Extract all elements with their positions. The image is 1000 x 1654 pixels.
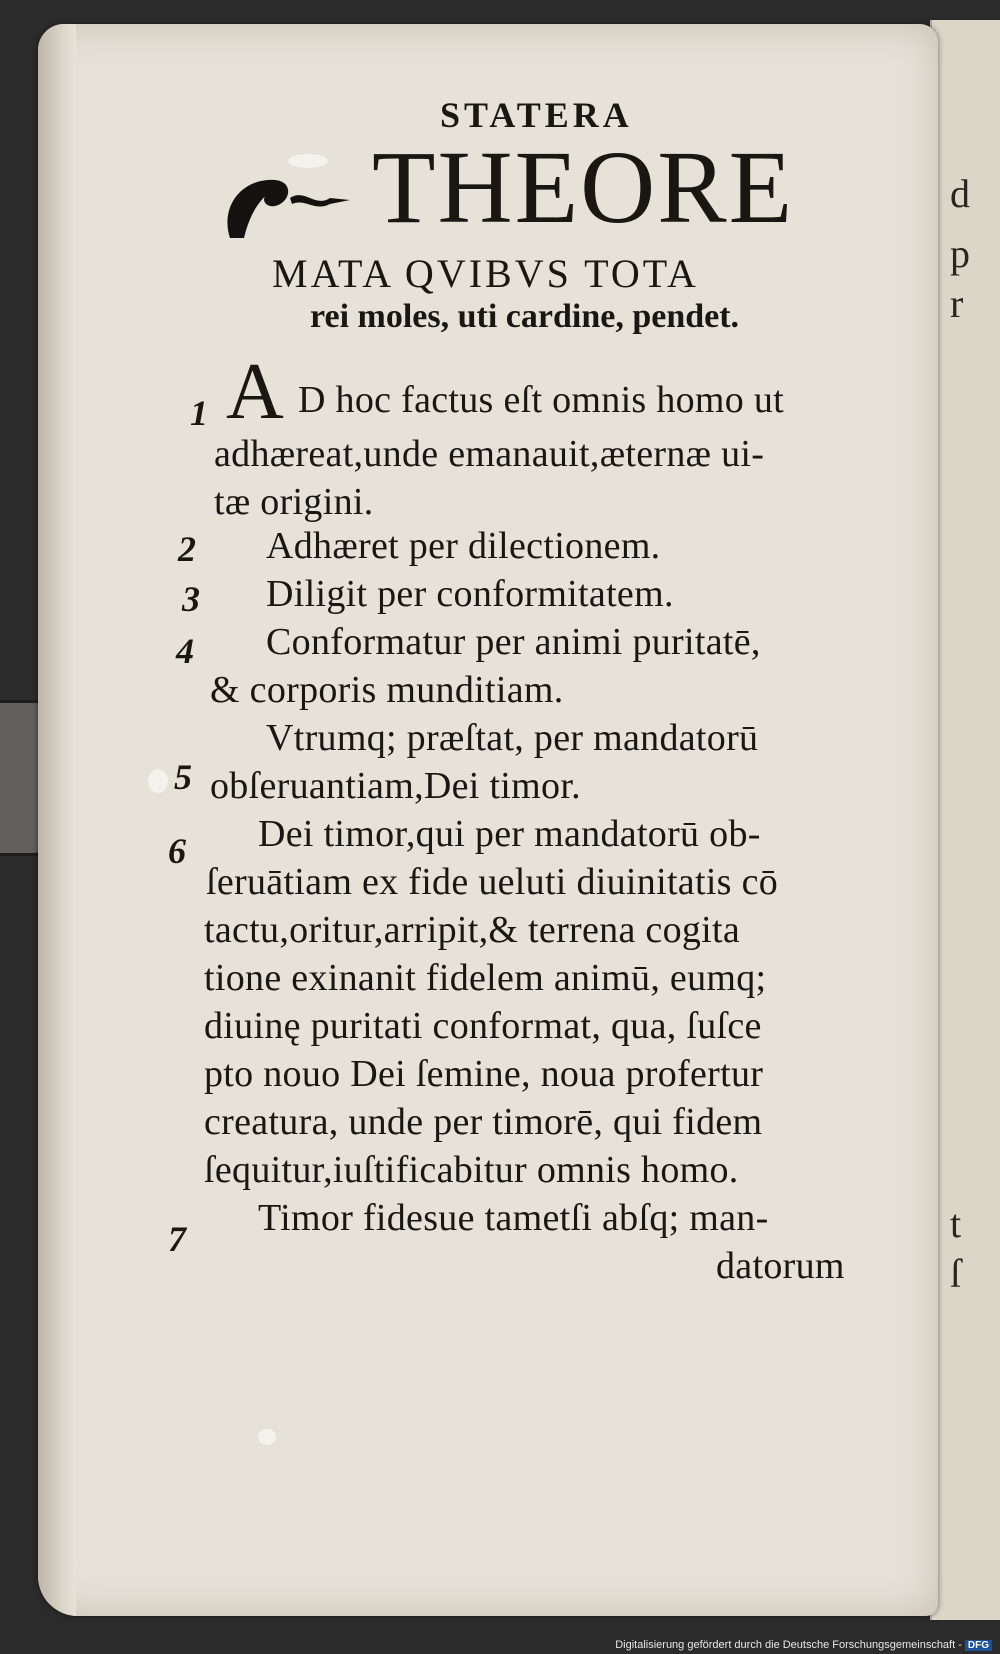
text-line: tæ origini. <box>214 481 374 523</box>
footer-credit <box>615 1639 992 1651</box>
margin-number-7: 7 <box>168 1219 186 1259</box>
text-line: Dei timor,qui per mandatorū ob- <box>258 813 761 855</box>
text-line: Adhæret per dilectionem. <box>266 525 661 567</box>
catchword: datorum <box>716 1245 845 1287</box>
facing-page-fragment: d <box>950 171 970 216</box>
page-edge-shading <box>38 24 76 1616</box>
text-line: pto nouo Dei ſemine, noua profertur <box>204 1053 764 1095</box>
margin-number-1: 1 <box>190 393 208 433</box>
drop-cap: A <box>226 348 284 436</box>
paper-hole <box>258 1429 276 1445</box>
facing-page-fragment: t <box>950 1201 962 1246</box>
text-line: creatura, unde per timorē, qui fidem <box>204 1101 763 1143</box>
subtitle-line-1: MATA QVIBVS TOTA <box>272 251 699 296</box>
facing-page-fragment: r <box>950 281 964 326</box>
facing-page-edge <box>930 20 1000 1620</box>
text-line: ſequitur,iuſtificabitur omnis homo. <box>204 1149 739 1191</box>
subtitle-line-2: rei moles, uti cardine, pendet. <box>310 298 740 335</box>
paper-hole <box>288 154 328 168</box>
text-line: D hoc factus eſt omnis homo ut <box>298 379 785 421</box>
text-line: ſeruātiam ex fide ueluti diuinitatis cō <box>206 861 779 903</box>
text-line: tione exinanit fidelem animū, eumq; <box>204 957 767 999</box>
paper-hole <box>148 769 168 793</box>
text-line: obſeruantiam,Dei timor. <box>210 765 581 807</box>
facing-page-fragment: ſ <box>950 1251 962 1296</box>
margin-number-3: 3 <box>182 579 200 619</box>
text-line: Timor fidesue tametſi abſq; man- <box>258 1197 769 1239</box>
margin-number-5: 5 <box>174 757 192 797</box>
text-line: adhæreat,unde emanauit,æternæ ui- <box>214 433 765 475</box>
facing-page-fragment: p <box>950 231 970 276</box>
text-line: & corporis munditiam. <box>210 669 564 711</box>
dfg-logo: DFG <box>965 1640 992 1651</box>
text-line: diuinę puritati conformat, qua, ſuſce <box>204 1005 762 1047</box>
page-title: THEORE <box>372 130 795 245</box>
margin-number-2: 2 <box>178 529 196 569</box>
margin-number-4: 4 <box>176 631 194 671</box>
running-header: STATERA <box>440 95 633 135</box>
text-line: Diligit per conformitatem. <box>266 573 674 615</box>
margin-number-6: 6 <box>168 831 186 871</box>
ornament-icon <box>220 168 360 248</box>
text-line: tactu,oritur,arripit,& terrena cogita <box>204 909 741 951</box>
text-line: Vtrumq; præſtat, per mandatorū <box>266 717 759 759</box>
footer-credit-text: Digitalisierung gefördert durch die Deutsche Forschungsgemeinschaft - <box>615 1639 962 1651</box>
text-line: Conformatur per animi puritatē, <box>266 621 761 663</box>
